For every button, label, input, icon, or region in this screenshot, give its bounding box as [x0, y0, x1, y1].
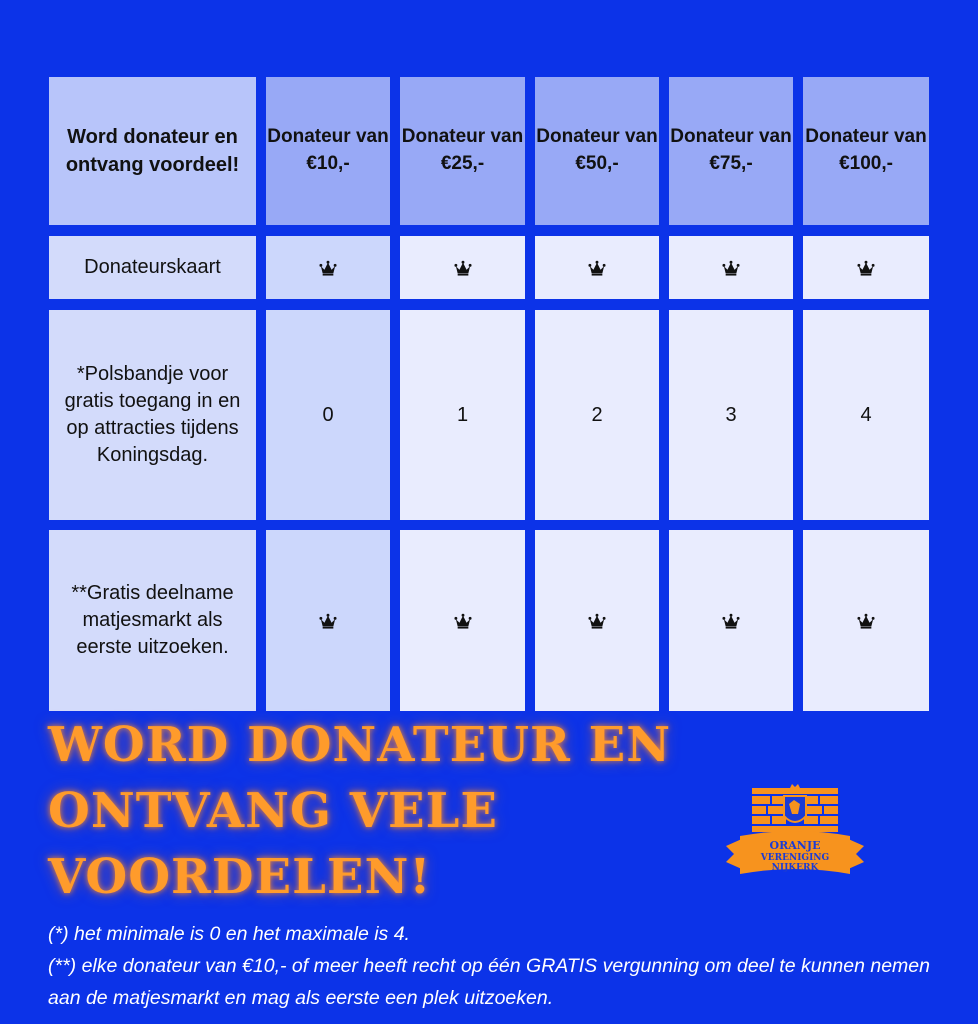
- crown-icon: [319, 613, 337, 629]
- table-cell: 4: [803, 310, 929, 520]
- table-cell: [803, 236, 929, 299]
- table-cell: [400, 530, 525, 711]
- column-header-50: Donateur van €50,-: [535, 77, 659, 225]
- column-header-25: Donateur van €25,-: [400, 77, 525, 225]
- table-cell: 0: [266, 310, 390, 520]
- row-label-donateurskaart: Donateurskaart: [49, 236, 256, 299]
- headline-line-1: WORD DONATEUR EN: [48, 717, 672, 773]
- crown-icon: [722, 260, 740, 276]
- table-cell: [803, 530, 929, 711]
- oranje-vereniging-nijkerk-logo: [722, 782, 868, 890]
- table-cell: [266, 530, 390, 711]
- crown-icon: [319, 260, 337, 276]
- table-cell: [535, 530, 659, 711]
- crown-icon: [588, 260, 606, 276]
- table-cell: [669, 530, 793, 711]
- row-label-polsbandje: *Polsbandje voor gratis toegang in en op attracties tijdens Koningsdag.: [49, 310, 256, 520]
- column-header-75: Donateur van €75,-: [669, 77, 793, 225]
- crown-icon: [722, 613, 740, 629]
- crown-icon: [857, 260, 875, 276]
- column-header-10: Donateur van €10,-: [266, 77, 390, 225]
- table-cell: 2: [535, 310, 659, 520]
- table-cell: 3: [669, 310, 793, 520]
- column-header-100: Donateur van €100,-: [803, 77, 929, 225]
- headline-line-2: ONTVANG VELE: [48, 783, 498, 839]
- crown-icon: [588, 613, 606, 629]
- footnotes: [48, 918, 948, 1014]
- table-cell: [535, 236, 659, 299]
- footnote-2: (**) elke donateur van €10,- of meer heeft recht op één GRATIS vergunning om deel te kunnen nemen aan de matjesmarkt en mag als eerste een plek uitzoeken.: [48, 955, 930, 1009]
- table-cell: [266, 236, 390, 299]
- table-cell: 1: [400, 310, 525, 520]
- logo-line-1: ORANJE: [769, 839, 821, 852]
- table-corner-header: Word donateur en ontvang voordeel!: [49, 77, 256, 225]
- crown-icon: [454, 613, 472, 629]
- table-cell: [400, 236, 525, 299]
- footnote-1: (*) het minimale is 0 en het maximale is 4.: [48, 923, 410, 945]
- table-cell: [669, 236, 793, 299]
- crown-icon: [857, 613, 875, 629]
- logo-line-2: VERENIGING: [760, 853, 830, 863]
- headline-line-3: VOORDELEN!: [48, 849, 432, 905]
- promo-headline: [48, 712, 671, 910]
- row-label-matjesmarkt: **Gratis deelname matjesmarkt als eerste uitzoeken.: [49, 530, 256, 711]
- logo-line-3: NIJKERK: [771, 863, 819, 873]
- crown-icon: [454, 260, 472, 276]
